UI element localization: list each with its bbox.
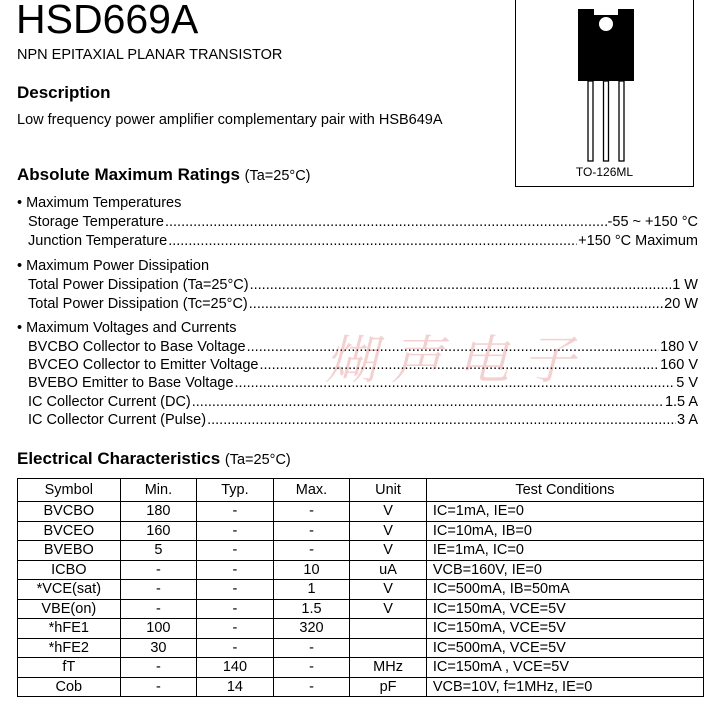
table-row bbox=[18, 521, 704, 541]
cell-min: 100 bbox=[120, 619, 197, 639]
cell-min: 160 bbox=[120, 521, 197, 541]
cell-typ: - bbox=[197, 502, 274, 522]
cell-unit: V bbox=[350, 580, 427, 600]
rating-row bbox=[28, 357, 698, 373]
rating-value: 5 V bbox=[676, 375, 698, 391]
header-unit: Unit bbox=[350, 479, 427, 502]
cell-unit: V bbox=[350, 502, 427, 522]
table-row bbox=[18, 580, 704, 600]
cell-min: 180 bbox=[120, 502, 197, 522]
table-row bbox=[18, 638, 704, 658]
table-row bbox=[18, 502, 704, 522]
rating-label: Total Power Dissipation (Tc=25°C) bbox=[28, 296, 248, 312]
header-test-conditions: Test Conditions bbox=[426, 479, 703, 502]
cell-symbol: *VCE(sat) bbox=[18, 580, 121, 600]
cell-test-conditions: VCB=160V, IE=0 bbox=[426, 560, 703, 580]
rating-value: +150 °C Maximum bbox=[578, 233, 698, 249]
leader-dots bbox=[235, 375, 676, 391]
cell-symbol: BVCBO bbox=[18, 502, 121, 522]
part-subtitle: NPN EPITAXIAL PLANAR TRANSISTOR bbox=[17, 47, 283, 63]
cell-unit bbox=[350, 619, 427, 639]
rating-value: 1.5 A bbox=[664, 394, 698, 410]
cell-test-conditions: IC=10mA, IB=0 bbox=[426, 521, 703, 541]
leader-dots bbox=[249, 296, 663, 312]
rating-label: Total Power Dissipation (Ta=25°C) bbox=[28, 277, 249, 293]
cell-min: - bbox=[120, 658, 197, 678]
leader-dots bbox=[165, 214, 607, 230]
cell-max: - bbox=[273, 638, 350, 658]
cell-min: - bbox=[120, 599, 197, 619]
cell-test-conditions: IC=150mA , VCE=5V bbox=[426, 658, 703, 678]
description-heading: Description bbox=[17, 83, 111, 102]
cell-min: 5 bbox=[120, 541, 197, 561]
rating-value: 160 V bbox=[660, 357, 698, 373]
electrical-condition: (Ta=25°C) bbox=[224, 452, 291, 468]
rating-label: Storage Temperature bbox=[28, 214, 164, 230]
group-head-temperatures: • Maximum Temperatures bbox=[17, 195, 182, 211]
watermark-text: 煳声电子 bbox=[325, 331, 590, 391]
rating-label: IC Collector Current (Pulse) bbox=[28, 412, 207, 428]
cell-unit: V bbox=[350, 599, 427, 619]
table-header-row bbox=[18, 479, 704, 502]
transistor-package-icon bbox=[516, 0, 695, 165]
cell-unit: uA bbox=[350, 560, 427, 580]
cell-unit: V bbox=[350, 521, 427, 541]
cell-typ: - bbox=[197, 560, 274, 580]
part-number-title: HSD669A bbox=[16, 0, 199, 42]
cell-typ: 140 bbox=[197, 658, 274, 678]
cell-max: - bbox=[273, 658, 350, 678]
leader-dots bbox=[247, 339, 659, 355]
abs-max-title: Absolute Maximum Ratings bbox=[17, 165, 240, 184]
cell-test-conditions: IC=500mA, IB=50mA bbox=[426, 580, 703, 600]
cell-typ: - bbox=[197, 580, 274, 600]
rating-value: 180 V bbox=[660, 339, 698, 355]
electrical-title: Electrical Characteristics bbox=[17, 449, 221, 468]
cell-symbol: *hFE1 bbox=[18, 619, 121, 639]
rating-row bbox=[28, 214, 698, 230]
rating-value: -55 ~ +150 °C bbox=[607, 214, 698, 230]
cell-typ: - bbox=[197, 599, 274, 619]
leader-dots bbox=[207, 412, 676, 428]
cell-test-conditions: IE=1mA, IC=0 bbox=[426, 541, 703, 561]
cell-max: - bbox=[273, 521, 350, 541]
rating-label: IC Collector Current (DC) bbox=[28, 394, 191, 410]
cell-test-conditions: IC=500mA, VCE=5V bbox=[426, 638, 703, 658]
cell-typ: 14 bbox=[197, 677, 274, 697]
rating-row bbox=[28, 233, 698, 249]
rating-label: Junction Temperature bbox=[28, 233, 168, 249]
cell-symbol: *hFE2 bbox=[18, 638, 121, 658]
leader-dots bbox=[250, 277, 672, 293]
rating-label: BVCBO Collector to Base Voltage bbox=[28, 339, 246, 355]
cell-test-conditions: VCB=10V, f=1MHz, IE=0 bbox=[426, 677, 703, 697]
cell-min: - bbox=[120, 560, 197, 580]
electrical-heading bbox=[17, 449, 291, 469]
header-max: Max. bbox=[273, 479, 350, 502]
cell-symbol: fT bbox=[18, 658, 121, 678]
cell-symbol: BVEBO bbox=[18, 541, 121, 561]
cell-min: - bbox=[120, 677, 197, 697]
table-row bbox=[18, 560, 704, 580]
cell-symbol: BVCEO bbox=[18, 521, 121, 541]
leader-dots bbox=[168, 233, 577, 249]
cell-symbol: VBE(on) bbox=[18, 599, 121, 619]
mounting-hole bbox=[599, 17, 613, 31]
cell-typ: - bbox=[197, 541, 274, 561]
rating-row bbox=[28, 394, 698, 410]
package-tab bbox=[578, 9, 634, 59]
group-head-voltages: • Maximum Voltages and Currents bbox=[17, 320, 237, 336]
cell-unit: pF bbox=[350, 677, 427, 697]
package-tab-notch bbox=[594, 9, 618, 15]
cell-max: 1.5 bbox=[273, 599, 350, 619]
cell-max: - bbox=[273, 541, 350, 561]
description-text: Low frequency power amplifier complementary pair with HSB649A bbox=[17, 112, 443, 128]
cell-max: 10 bbox=[273, 560, 350, 580]
rating-label: BVEBO Emitter to Base Voltage bbox=[28, 375, 234, 391]
cell-typ: - bbox=[197, 638, 274, 658]
cell-min: - bbox=[120, 580, 197, 600]
rating-value: 20 W bbox=[664, 296, 698, 312]
electrical-characteristics-table bbox=[17, 478, 704, 697]
cell-symbol: Cob bbox=[18, 677, 121, 697]
table-row bbox=[18, 677, 704, 697]
rating-row bbox=[28, 375, 698, 391]
rating-row bbox=[28, 339, 698, 355]
header-typ: Typ. bbox=[197, 479, 274, 502]
lead-middle bbox=[604, 81, 609, 161]
table-row bbox=[18, 541, 704, 561]
rating-row bbox=[28, 412, 698, 428]
leader-dots bbox=[260, 357, 660, 373]
abs-max-heading bbox=[17, 165, 311, 185]
group-head-power: • Maximum Power Dissipation bbox=[17, 258, 210, 274]
lead-left bbox=[588, 81, 593, 161]
cell-unit bbox=[350, 638, 427, 658]
cell-symbol: ICBO bbox=[18, 560, 121, 580]
rating-row bbox=[28, 277, 698, 293]
table-row bbox=[18, 599, 704, 619]
table-row bbox=[18, 619, 704, 639]
rating-row bbox=[28, 296, 698, 312]
cell-typ: - bbox=[197, 619, 274, 639]
cell-max: 1 bbox=[273, 580, 350, 600]
cell-unit: V bbox=[350, 541, 427, 561]
cell-max: 320 bbox=[273, 619, 350, 639]
cell-min: 30 bbox=[120, 638, 197, 658]
package-figure bbox=[515, 0, 694, 187]
header-min: Min. bbox=[120, 479, 197, 502]
cell-typ: - bbox=[197, 521, 274, 541]
package-label: TO-126ML bbox=[575, 165, 634, 179]
lead-right bbox=[619, 81, 624, 161]
cell-max: - bbox=[273, 677, 350, 697]
cell-test-conditions: IC=1mA, IE=0 bbox=[426, 502, 703, 522]
cell-unit: MHz bbox=[350, 658, 427, 678]
abs-max-condition: (Ta=25°C) bbox=[244, 168, 311, 184]
leader-dots bbox=[192, 394, 664, 410]
rating-value: 3 A bbox=[677, 412, 698, 428]
cell-test-conditions: IC=150mA, VCE=5V bbox=[426, 599, 703, 619]
cell-test-conditions: IC=150mA, VCE=5V bbox=[426, 619, 703, 639]
table-row bbox=[18, 658, 704, 678]
rating-label: BVCEO Collector to Emitter Voltage bbox=[28, 357, 259, 373]
header-symbol: Symbol bbox=[18, 479, 121, 502]
cell-max: - bbox=[273, 502, 350, 522]
package-body bbox=[578, 59, 634, 81]
rating-value: 1 W bbox=[672, 277, 698, 293]
